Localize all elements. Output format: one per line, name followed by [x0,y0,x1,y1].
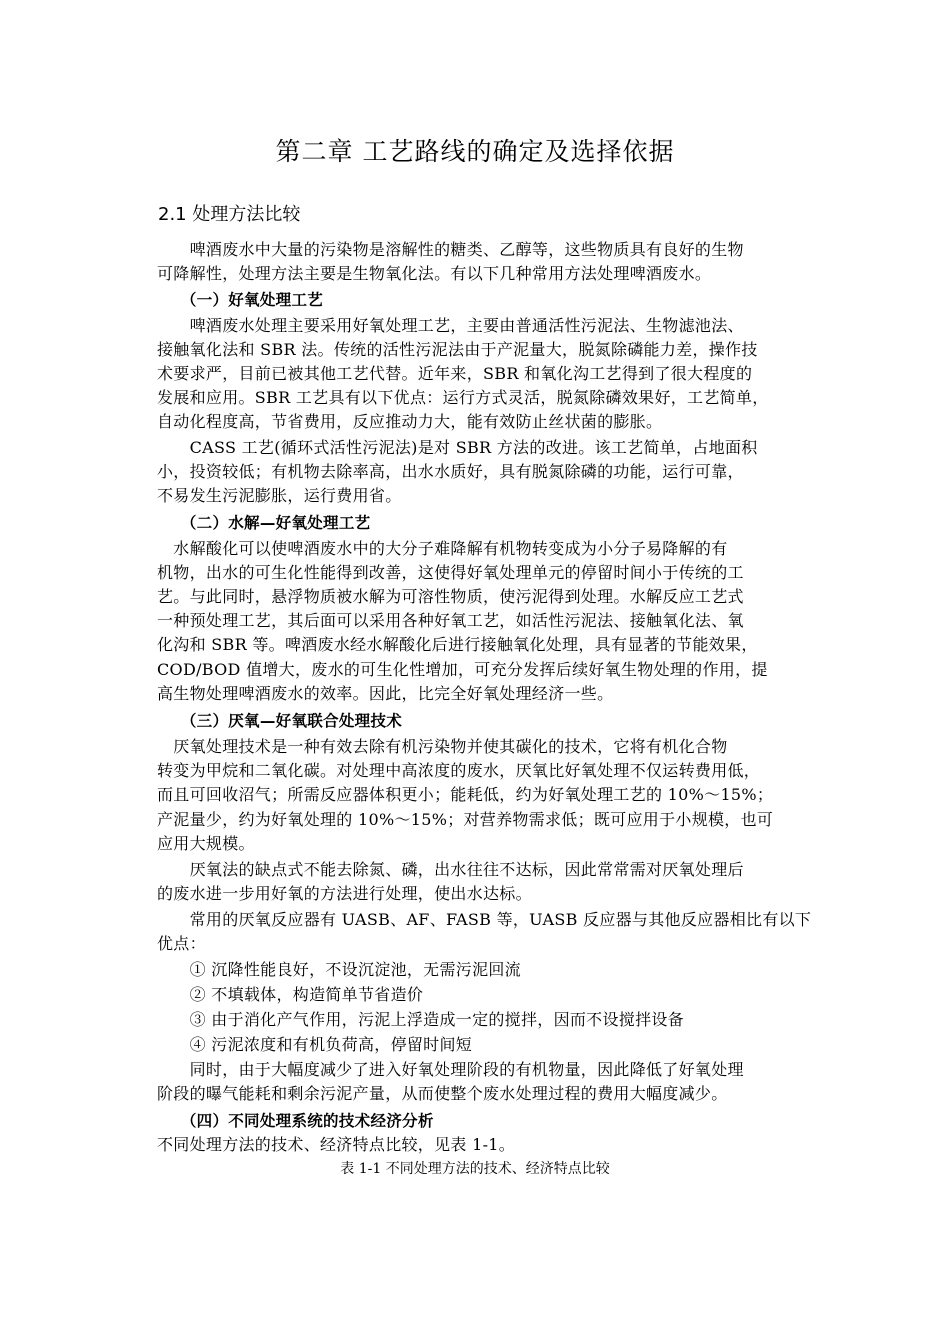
paragraph-line: 不同处理方法的技术、经济特点比较，见表 1-1。 [157,1135,516,1154]
paragraph-line: 化沟和 SBR 等。啤酒废水经水解酸化后进行接触氧化处理，具有显著的节能效果， [157,635,758,654]
paragraph-line: 啤酒废水中大量的污染物是溶解性的糖类、乙醇等，这些物质具有良好的生物 [157,240,744,259]
paragraph-line: 优点： [157,934,206,953]
paragraph-line: CASS 工艺(循环式活性污泥法)是对 SBR 方法的改进。该工艺简单，占地面积 [157,438,758,457]
table-caption: 表 1-1 不同处理方法的技术、经济特点比较 [340,1161,610,1177]
subheading: （三）厌氧—好氧联合处理技术 [157,712,403,730]
paragraph-line: 自动化程度高，节省费用，反应推动力大，能有效防止丝状菌的膨胀。 [157,412,663,431]
paragraph-line: 常用的厌氧反应器有 UASB、AF、FASB 等，UASB 反应器与其他反应器相比有以下 [157,910,812,929]
paragraph-line: 转变为甲烷和二氧化碳。对处理中高浓度的废水，厌氧比好氧处理不仅运转费用低， [157,761,761,780]
section-title: 2.1 处理方法比较 [158,204,301,225]
list-item: ② 不填载体，构造简单节省造价 [157,985,424,1004]
paragraph-line: 机物，出水的可生化性能得到改善，这使得好氧处理单元的停留时间小于传统的工 [157,563,744,582]
list-item: ③ 由于消化产气作用，污泥上浮造成一定的搅拌，因而不设搅拌设备 [157,1010,684,1029]
paragraph-line: 发展和应用。SBR 工艺具有以下优点：运行方式灵活，脱氮除磷效果好，工艺简单， [157,388,769,407]
paragraph-line: 艺。与此同时，悬浮物质被水解为可溶性物质，使污泥得到处理。水解反应工艺式 [157,587,744,606]
paragraph-line: COD/BOD 值增大，废水的可生化性增加，可充分发挥后续好氧生物处理的作用，提 [157,660,768,679]
paragraph-line: 啤酒废水处理主要采用好氧处理工艺，主要由普通活性污泥法、生物滤池法、 [157,316,744,335]
list-item: ① 沉降性能良好，不设沉淀池，无需污泥回流 [157,960,521,979]
subheading: （四）不同处理系统的技术经济分析 [157,1112,434,1130]
subheading: （一）好氧处理工艺 [157,291,324,309]
paragraph-line: 高生物处理啤酒废水的效率。因此，比完全好氧处理经济一些。 [157,684,614,703]
paragraph-line: 同时，由于大幅度减少了进入好氧处理阶段的有机物量，因此降低了好氧处理 [157,1060,744,1079]
paragraph-line: 接触氧化法和 SBR 法。传统的活性污泥法由于产泥量大，脱氮除磷能力差，操作技 [157,340,758,359]
paragraph-line: 不易发生污泥膨胀，运行费用省。 [157,486,402,505]
paragraph-line: 而且可回收沼气；所需反应器体积更小；能耗低，约为好氧处理工艺的 10%～15%； [157,785,774,804]
paragraph-line: 的废水进一步用好氧的方法进行处理，使出水达标。 [157,884,532,903]
paragraph-line: 厌氧法的缺点式不能去除氮、磷，出水往往不达标，因此常常需对厌氧处理后 [157,860,744,879]
paragraph-line: 应用大规模。 [157,834,255,853]
paragraph-line: 水解酸化可以使啤酒废水中的大分子难降解有机物转变成为小分子易降解的有 [157,539,728,558]
paragraph-line: 术要求严，目前已被其他工艺代替。近年来，SBR 和氧化沟工艺得到了很大程度的 [157,364,753,383]
paragraph-line: 产泥量少，约为好氧处理的 10%～15%；对营养物需求低；既可应用于小规模，也可 [157,810,774,829]
paragraph-line: 一种预处理工艺，其后面可以采用各种好氧工艺，如活性污泥法、接触氧化法、氧 [157,611,744,630]
paragraph-line: 小，投资较低；有机物去除率高，出水水质好，具有脱氮除磷的功能，运行可靠， [157,462,744,481]
paragraph-line: 可降解性，处理方法主要是生物氧化法。有以下几种常用方法处理啤酒废水。 [157,264,712,283]
paragraph-line: 厌氧处理技术是一种有效去除有机污染物并使其碳化的技术，它将有机化合物 [157,737,728,756]
chapter-title: 第二章 工艺路线的确定及选择依据 [275,137,675,166]
paragraph-line: 阶段的曝气能耗和剩余污泥产量，从而使整个废水处理过程的费用大幅度减少。 [157,1084,728,1103]
list-item: ④ 污泥浓度和有机负荷高，停留时间短 [157,1035,473,1054]
subheading: （二）水解—好氧处理工艺 [157,514,371,532]
